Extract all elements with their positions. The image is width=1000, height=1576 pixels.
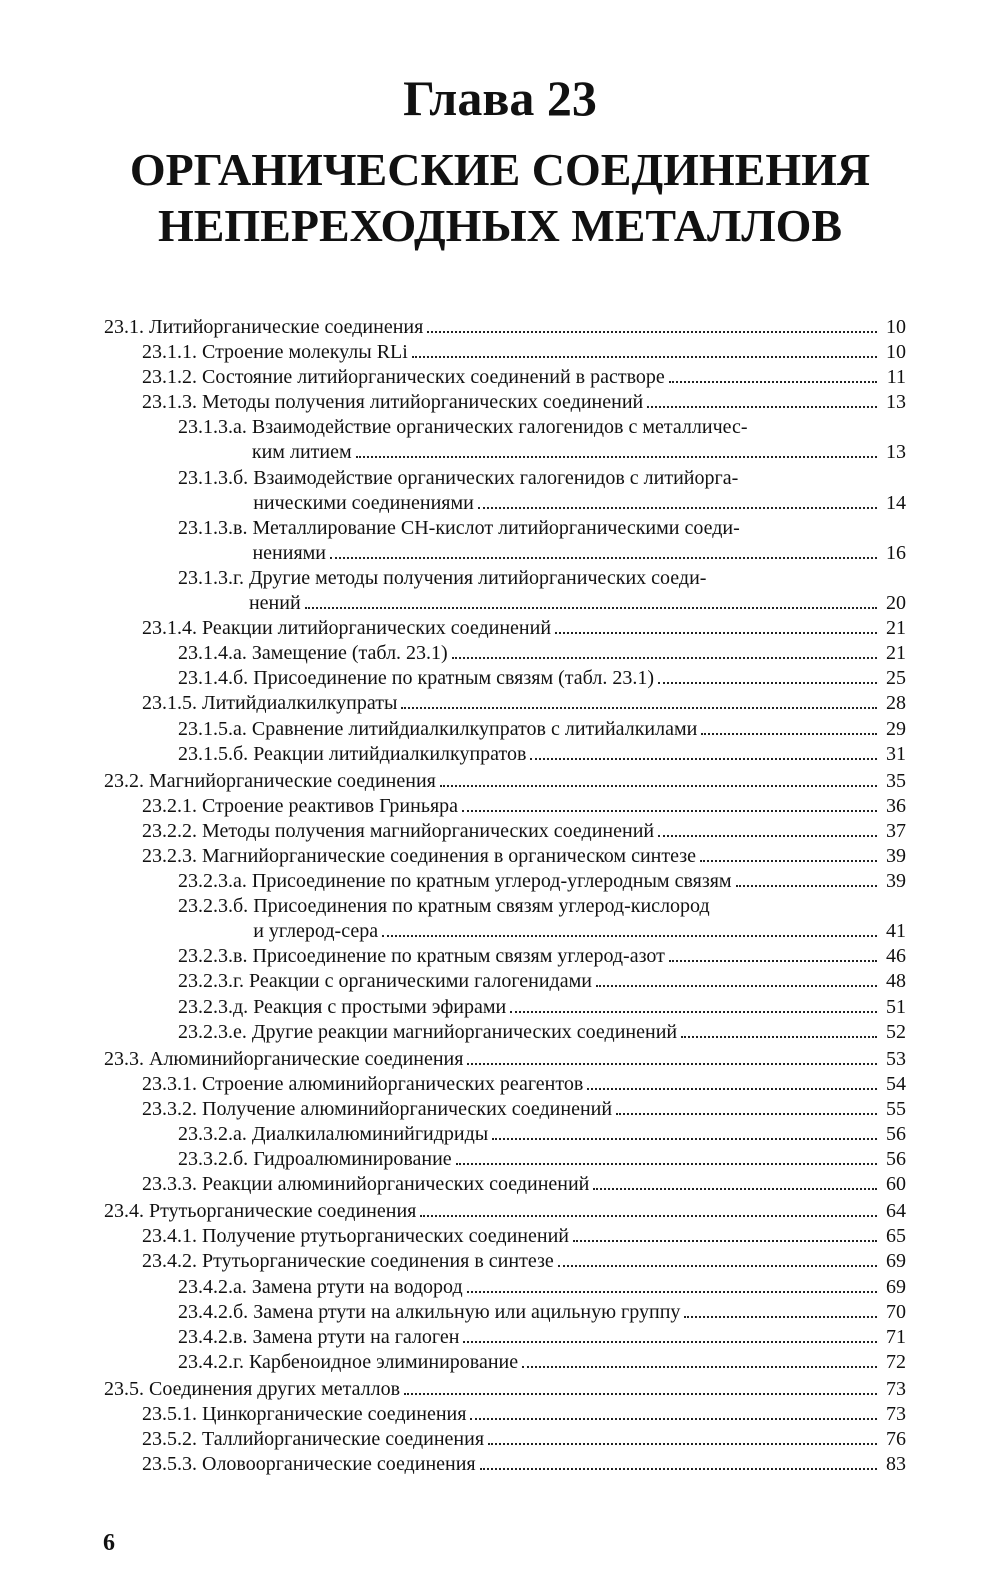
toc-entry-page: 20 xyxy=(886,592,906,615)
dot-leader xyxy=(736,885,877,887)
toc-entry-number: 23.3.2.а. xyxy=(178,1123,252,1145)
toc-entry-number: 23.4.2. xyxy=(142,1250,202,1273)
toc-entry-number: 23.3.1. xyxy=(142,1072,202,1095)
toc-entry-title: Цинкорганические соединения xyxy=(202,1403,467,1426)
dot-leader xyxy=(463,1341,877,1343)
toc-entry-title: Ртутьорганические соединения xyxy=(149,1200,417,1223)
toc-entry-title: Таллийорганические соединения xyxy=(202,1428,485,1451)
dot-leader xyxy=(467,1063,877,1065)
chapter-title xyxy=(0,142,1000,254)
dot-leader xyxy=(684,1316,877,1318)
toc-entry-title: Взаимодействие органических галогенидов с литийорга- xyxy=(253,466,739,489)
toc-entry-title: Другие реакции магнийорганических соединений xyxy=(251,1020,678,1043)
toc-entry-page: 31 xyxy=(886,742,906,765)
toc-entry-number: 23.2.3.в. xyxy=(178,945,253,968)
toc-entry-title: Магнийорганические соединения xyxy=(149,769,436,792)
toc-entry-page: 52 xyxy=(886,1020,906,1043)
toc-entry-title: Взаимодействие органических галогенидов с металличес- xyxy=(251,416,748,439)
toc-entry-page: 46 xyxy=(886,945,906,968)
toc-entry-page: 35 xyxy=(886,769,906,792)
toc-entry-number: 23.2.3. xyxy=(142,844,202,867)
toc-entry-page: 83 xyxy=(886,1453,906,1476)
toc-entry xyxy=(104,666,906,691)
dot-leader xyxy=(558,1265,877,1267)
toc-entry-page: 21 xyxy=(886,617,906,640)
dot-leader xyxy=(555,632,877,634)
toc-entry-page: 56 xyxy=(886,1123,906,1145)
dot-leader xyxy=(452,657,877,659)
toc-entry xyxy=(104,1224,906,1249)
toc-entry-number: 23.4.2.а. xyxy=(178,1275,252,1298)
toc-entry-title: Другие методы получения литийорганических соеди- xyxy=(248,566,707,589)
toc-entry-number: 23.1.2. xyxy=(142,366,202,389)
toc-entry xyxy=(104,390,906,415)
toc-entry-number: 23.4.1. xyxy=(142,1225,202,1248)
toc-entry xyxy=(104,1427,906,1452)
toc-entry-title: Карбеноидное элиминирование xyxy=(248,1350,519,1373)
dot-leader xyxy=(658,835,877,837)
toc-entry-title: ническими соединениями xyxy=(253,491,474,514)
toc-entry-number: 23.2. xyxy=(104,769,149,792)
toc-entry xyxy=(104,1275,906,1300)
toc-entry-title: нениями xyxy=(252,541,326,564)
toc-entry-title: Магнийорганические соединения в органическом синтезе xyxy=(202,844,697,867)
page-number: 6 xyxy=(103,1530,115,1556)
toc-entry xyxy=(104,1097,906,1122)
dot-leader xyxy=(412,356,877,358)
toc-entry-number: 23.1.3.а. xyxy=(178,416,252,439)
toc-entry-page: 73 xyxy=(886,1403,906,1426)
toc-entry xyxy=(104,717,906,742)
toc-entry-title: Строение реактивов Гриньяра xyxy=(202,794,459,817)
toc-entry-page: 55 xyxy=(886,1097,906,1120)
toc-entry-page: 16 xyxy=(886,541,906,564)
dot-leader xyxy=(467,1291,877,1293)
dot-leader xyxy=(530,758,877,760)
toc-entry-page: 14 xyxy=(886,491,906,514)
toc-entry-title: Диалкилалюминийгидриды xyxy=(251,1123,489,1145)
toc-entry-title: Реакция с простыми эфирами xyxy=(253,995,507,1018)
toc-entry xyxy=(104,1300,906,1325)
toc-entry-title: Алюминийорганические соединения xyxy=(149,1047,464,1070)
toc-entry-page: 51 xyxy=(886,995,906,1018)
toc-entry-title: Методы получения литийорганических соединений xyxy=(202,391,644,414)
toc-entry xyxy=(104,566,906,616)
dot-leader xyxy=(593,1188,877,1190)
toc-entry-number: 23.5.2. xyxy=(142,1428,202,1451)
toc-entry-number: 23.1.5. xyxy=(142,692,202,715)
toc-entry-page: 10 xyxy=(886,316,906,338)
toc-entry-title: нений xyxy=(248,592,301,615)
toc-entry xyxy=(104,641,906,666)
toc-entry-page: 71 xyxy=(886,1325,906,1348)
dot-leader xyxy=(420,1215,877,1217)
toc-entry-number: 23.1.4. xyxy=(142,617,202,640)
toc-entry-page: 69 xyxy=(886,1275,906,1298)
toc-entry xyxy=(104,995,906,1020)
toc-entry-page: 29 xyxy=(886,717,906,740)
toc-entry-title: Присоединение по кратным углерод-углеродным связям xyxy=(251,870,732,893)
toc-entry xyxy=(104,769,906,794)
dot-leader xyxy=(427,331,877,333)
toc-entry-title: Замена ртути на алкильную или ацильную группу xyxy=(253,1300,681,1323)
toc-entry-title: Замещение (табл. 23.1) xyxy=(251,642,448,665)
dot-leader xyxy=(470,1418,877,1420)
toc-entry-page: 76 xyxy=(886,1428,906,1451)
toc-entry-page: 64 xyxy=(886,1200,906,1223)
toc-entry-title: Реакции с органическими галогенидами xyxy=(248,970,592,993)
toc-entry-title: Ртутьорганические соединения в синтезе xyxy=(202,1250,554,1273)
toc-entry-title: Замена ртути на галоген xyxy=(252,1325,460,1348)
toc-entry xyxy=(104,844,906,869)
toc-entry xyxy=(104,1350,906,1375)
toc-entry-page: 48 xyxy=(886,970,906,993)
toc-entry xyxy=(104,1047,906,1072)
toc-entry-title: Сравнение литийдиалкилкупратов с литийалкилами xyxy=(251,717,698,740)
toc-entry-title: Присоединение по кратным связям углерод-азот xyxy=(252,945,665,968)
chapter-title-line: ОРГАНИЧЕСКИЕ СОЕДИНЕНИЯ xyxy=(129,144,871,195)
toc-entry xyxy=(104,1402,906,1427)
toc-entry-title: Строение алюминийорганических реагентов xyxy=(202,1072,584,1095)
toc-entry xyxy=(104,616,906,641)
toc-entry-number: 23.5.1. xyxy=(142,1403,202,1426)
toc-entry-page: 39 xyxy=(886,844,906,867)
dot-leader xyxy=(440,785,877,787)
dot-leader xyxy=(587,1088,877,1090)
toc-entry-number: 23.1. xyxy=(104,316,149,338)
dot-leader xyxy=(456,1163,877,1165)
toc-entry-number: 23.1.4.а. xyxy=(178,642,252,665)
toc-entry-number: 23.1.3.г. xyxy=(178,566,249,589)
dot-leader xyxy=(478,507,877,509)
table-of-contents xyxy=(104,315,906,1477)
toc-entry-title: Присоединения по кратным связям углерод-кислород xyxy=(253,895,710,918)
toc-entry-number: 23.1.1. xyxy=(142,341,202,364)
toc-entry-number: 23.1.5.а. xyxy=(178,717,252,740)
dot-leader xyxy=(356,456,877,458)
dot-leader xyxy=(681,1036,877,1038)
toc-entry-title: Получение алюминийорганических соединений xyxy=(202,1097,613,1120)
toc-entry xyxy=(104,869,906,894)
toc-entry-number: 23.3.3. xyxy=(142,1173,202,1196)
toc-entry xyxy=(104,1172,906,1197)
toc-entry-number: 23.1.3.в. xyxy=(178,516,253,539)
toc-entry xyxy=(104,516,906,566)
toc-entry xyxy=(104,819,906,844)
toc-entry-title: Состояние литийорганических соединений в растворе xyxy=(202,366,665,389)
dot-leader xyxy=(462,810,877,812)
toc-entry xyxy=(104,315,906,340)
dot-leader xyxy=(510,1011,877,1013)
dot-leader xyxy=(305,607,877,609)
toc-entry-title: Литийорганические соединения xyxy=(149,316,424,338)
dot-leader xyxy=(404,1393,877,1395)
toc-entry xyxy=(104,894,906,944)
toc-entry-page: 53 xyxy=(886,1047,906,1070)
toc-entry-number: 23.1.4.б. xyxy=(178,667,254,690)
toc-entry-number: 23.3.2. xyxy=(142,1097,202,1120)
toc-entry xyxy=(104,415,906,465)
dot-leader xyxy=(701,733,877,735)
toc-entry-page: 21 xyxy=(886,642,906,665)
toc-entry-page: 39 xyxy=(886,870,906,893)
toc-entry-number: 23.3.2.б. xyxy=(178,1148,254,1171)
toc-entry-number: 23.2.2. xyxy=(142,819,202,842)
toc-entry-title: Реакции алюминийорганических соединений xyxy=(202,1173,590,1196)
toc-entry xyxy=(104,365,906,390)
toc-entry-number: 23.5.3. xyxy=(142,1453,202,1476)
toc-entry-number: 23.2.3.д. xyxy=(178,995,254,1018)
toc-entry xyxy=(104,794,906,819)
toc-entry xyxy=(104,1199,906,1224)
toc-entry-title: и углерод-сера xyxy=(253,920,379,943)
toc-entry-number: 23.3. xyxy=(104,1047,149,1070)
toc-entry-title: Соединения других металлов xyxy=(149,1377,401,1400)
toc-entry xyxy=(104,969,906,994)
chapter-number: Глава 23 xyxy=(403,70,597,126)
toc-entry xyxy=(104,1072,906,1097)
toc-entry xyxy=(104,1325,906,1350)
toc-entry-page: 11 xyxy=(886,366,906,389)
dot-leader xyxy=(480,1468,877,1470)
toc-entry-page: 37 xyxy=(886,819,906,842)
toc-entry-number: 23.4. xyxy=(104,1200,149,1223)
toc-entry-number: 23.5. xyxy=(104,1377,149,1400)
toc-entry-number: 23.1.3.б. xyxy=(178,466,254,489)
toc-entry-page: 60 xyxy=(886,1173,906,1196)
toc-entry-page: 28 xyxy=(886,692,906,715)
toc-entry-title: Получение ртутьорганических соединений xyxy=(202,1225,569,1248)
toc-entry-number: 23.2.3.е. xyxy=(178,1020,252,1043)
toc-entry-title: Строение молекулы RLi xyxy=(202,341,408,364)
dot-leader xyxy=(669,960,877,962)
toc-entry xyxy=(104,1377,906,1402)
toc-entry-number: 23.1.3. xyxy=(142,391,202,414)
dot-leader xyxy=(330,557,877,559)
toc-entry-page: 72 xyxy=(886,1350,906,1373)
toc-entry-page: 73 xyxy=(886,1377,906,1400)
toc-entry xyxy=(104,691,906,716)
toc-entry xyxy=(104,340,906,365)
dot-leader xyxy=(658,682,877,684)
toc-entry-number: 23.4.2.г. xyxy=(178,1350,249,1373)
chapter-title-line: НЕПЕРЕХОДНЫХ МЕТАЛЛОВ xyxy=(157,200,843,251)
toc-entry-page: 36 xyxy=(886,794,906,817)
toc-entry-title: Металлирование СН-кислот литийорганическими соеди- xyxy=(252,516,740,539)
toc-entry-title: Оловоорганические соединения xyxy=(202,1453,476,1476)
toc-entry-page: 65 xyxy=(886,1225,906,1248)
dot-leader xyxy=(616,1113,877,1115)
dot-leader xyxy=(382,935,877,937)
dot-leader xyxy=(401,707,877,709)
toc-entry-title: ким литием xyxy=(251,441,352,464)
toc-entry-number: 23.1.5.б. xyxy=(178,742,254,765)
toc-entry-number: 23.2.1. xyxy=(142,794,202,817)
toc-entry-title: Литийдиалкилкупраты xyxy=(202,692,398,715)
toc-entry xyxy=(104,944,906,969)
toc-entry-number: 23.4.2.б. xyxy=(178,1300,254,1323)
toc-entry xyxy=(104,742,906,767)
dot-leader xyxy=(522,1366,877,1368)
toc-entry-title: Замена ртути на водород xyxy=(251,1275,463,1298)
toc-entry-page: 54 xyxy=(886,1072,906,1095)
toc-entry-page: 10 xyxy=(886,341,906,364)
toc-entry xyxy=(104,1249,906,1274)
dot-leader xyxy=(647,406,877,408)
dot-leader xyxy=(596,985,877,987)
toc-entry-number: 23.2.3.г. xyxy=(178,970,249,993)
toc-entry-page: 13 xyxy=(886,441,906,464)
toc-entry xyxy=(104,466,906,516)
toc-entry-number: 23.2.3.б. xyxy=(178,895,254,918)
dot-leader xyxy=(573,1240,877,1242)
toc-entry-page: 70 xyxy=(886,1300,906,1323)
dot-leader xyxy=(669,381,877,383)
toc-entry-page: 25 xyxy=(886,667,906,690)
toc-entry-page: 41 xyxy=(886,920,906,943)
toc-entry-title: Методы получения магнийорганических соединений xyxy=(202,819,655,842)
toc-entry-page: 13 xyxy=(886,391,906,414)
toc-entry xyxy=(104,1147,906,1172)
dot-leader xyxy=(700,860,877,862)
toc-entry-title: Гидроалюминирование xyxy=(253,1148,452,1171)
toc-entry xyxy=(104,1020,906,1045)
toc-entry-title: Реакции литийорганических соединений xyxy=(202,617,552,640)
toc-entry xyxy=(104,1452,906,1477)
toc-entry-title: Реакции литийдиалкилкупратов xyxy=(253,742,527,765)
toc-entry-number: 23.2.3.а. xyxy=(178,870,252,893)
toc-entry-page: 56 xyxy=(886,1148,906,1171)
toc-entry-page: 69 xyxy=(886,1250,906,1273)
dot-leader xyxy=(488,1443,877,1445)
toc-entry xyxy=(104,1122,906,1147)
toc-entry-number: 23.4.2.в. xyxy=(178,1325,253,1348)
dot-leader xyxy=(492,1138,877,1140)
toc-entry-title: Присоединение по кратным связям (табл. 23.1) xyxy=(253,667,654,690)
